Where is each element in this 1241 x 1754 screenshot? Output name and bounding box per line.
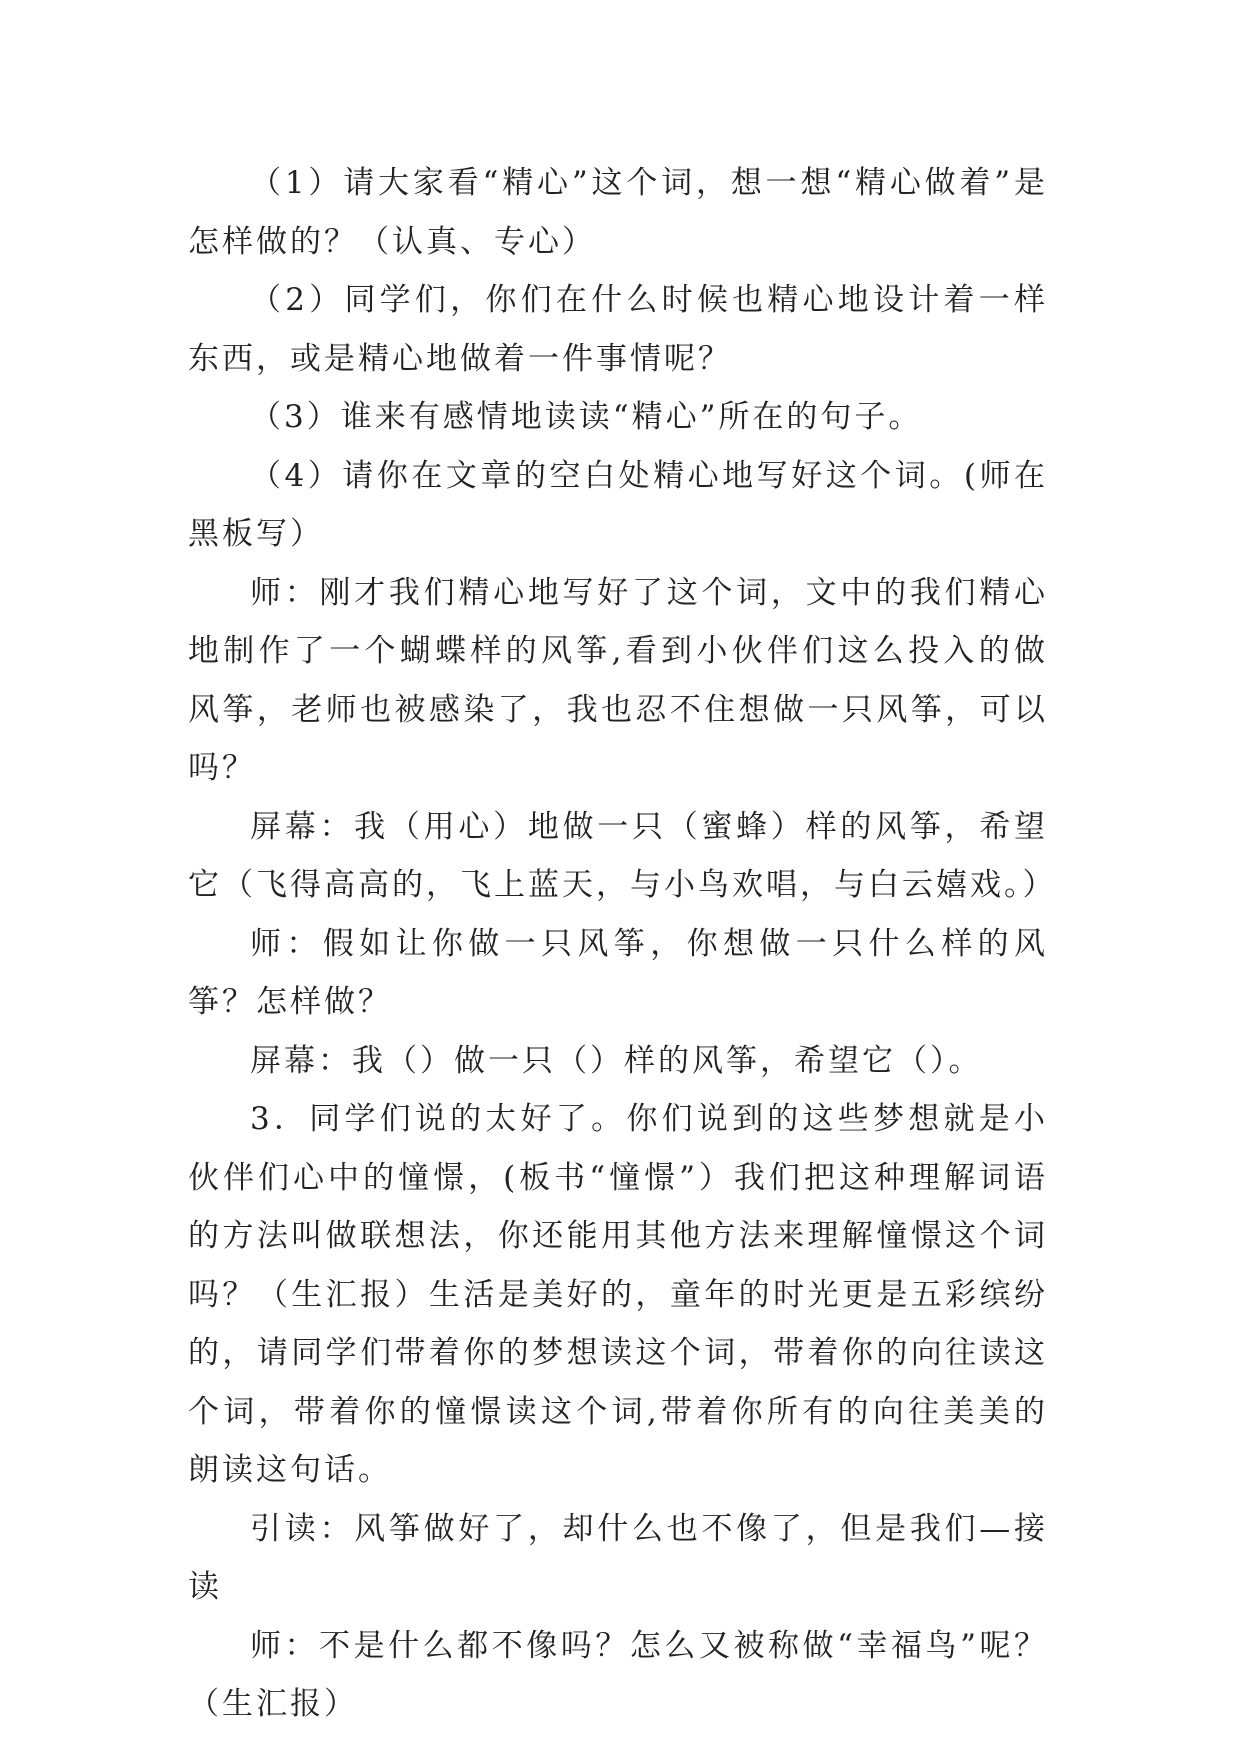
paragraph-6: 屏幕：我（用心）地做一只（蜜蜂）样的风筝，希望它（飞得高高的，飞上蓝天，与小鸟欢唱，与白云嬉戏。）: [188, 808, 1057, 903]
paragraph-7: 师：假如让你做一只风筝，你想做一只什么样的风筝？怎样做？: [188, 925, 1048, 1020]
paragraph-5: 师：刚才我们精心地写好了这个词，文中的我们精心地制作了一个蝴蝶样的风筝,看到小伙伴们这么投入的做风筝，老师也被感染了，我也忍不住想做一只风筝，可以吗？: [188, 574, 1048, 786]
paragraph-1: （1）请大家看“精心”这个词，想一想“精心做着”是怎样做的？（认真、专心）: [188, 165, 1048, 260]
paragraph-4: （4）请你在文章的空白处精心地写好这个词。(师在黑板写）: [188, 457, 1048, 552]
paragraph-10: 引读：风筝做好了，却什么也不像了，但是我们—接读: [188, 1510, 1048, 1605]
paragraph-11: 师：不是什么都不像吗？怎么又被称做“幸福鸟”呢？（生汇报）: [188, 1627, 1048, 1722]
paragraph-3: （3）谁来有感情地读读“精心”所在的句子。: [250, 399, 923, 435]
paragraph-8: 屏幕：我（）做一只（）样的风筝，希望它（）。: [250, 1042, 983, 1079]
paragraph-2: （2）同学们，你们在什么时候也精心地设计着一样东西，或是精心地做着一件事情呢？: [188, 282, 1048, 377]
body-text: [188, 154, 1057, 1734]
paragraph-9: 3．同学们说的太好了。你们说到的这些梦想就是小伙伴们心中的憧憬，(板书“憧憬”）我们把这种理解词语的方法叫做联想法，你还能用其他方法来理解憧憬这个词吗？（生汇报）生活是美好的，童年的时光更是五彩缤纷的，请同学们带着你的梦想读这个词，带着你的向往读这个词，带着你的憧憬读这个词,带着你所有的向往美美的朗读这句话。: [188, 1101, 1048, 1488]
